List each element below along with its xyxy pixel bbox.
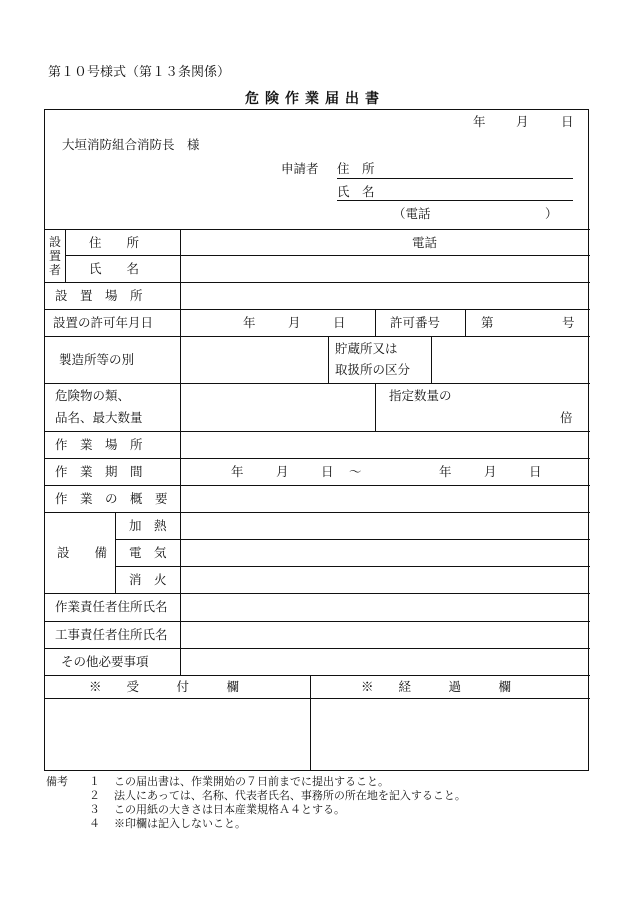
period-from-month: 月 (276, 464, 289, 479)
installer-name-label: 氏 名 (89, 261, 140, 276)
designated-quantity-label: 指定数量の (389, 388, 452, 403)
note-text: 法人にあっては、名称、代表者氏名、事務所の所在地を記入すること。 (114, 789, 466, 802)
work-supervisor-label: 作業責任者住所氏名 (55, 599, 168, 614)
note-number: １ (89, 775, 100, 788)
applicant-address-line (337, 178, 573, 179)
work-location-label: 作 業 場 所 (55, 437, 143, 452)
note-number: ４ (89, 817, 100, 830)
hazmat-label-1: 危険物の類、 (55, 388, 131, 403)
equipment-fire-label: 消 火 (129, 572, 167, 587)
storage-type-label-2: 取扱所の区分 (335, 362, 411, 377)
installer-address-label: 住 所 (89, 235, 140, 250)
reception-header: ※ 受 付 欄 (89, 679, 240, 694)
equipment-group-label: 設 備 (57, 545, 108, 560)
applicant-address-label: 住 所 (337, 161, 375, 176)
period-from-year: 年 (231, 464, 244, 479)
note-text: この用紙の大きさは日本産業規格Ａ４とする。 (114, 803, 345, 816)
date-month-label: 月 (516, 114, 529, 129)
storage-type-label-1: 貯蔵所又は (335, 341, 398, 356)
period-to-day: 日 (529, 464, 542, 479)
applicant-phone-open: （電話 (393, 206, 431, 221)
applicant-label: 申請者 (281, 161, 319, 176)
date-day-label: 日 (561, 114, 574, 129)
note-number: ２ (89, 789, 100, 802)
note-text: ※印欄は記入しないこと。 (114, 817, 246, 830)
addressee: 大垣消防組合消防長 様 (62, 137, 200, 152)
equipment-electric-label: 電 気 (129, 545, 167, 560)
applicant-name-line (337, 200, 573, 201)
facility-type-label: 製造所等の別 (59, 352, 135, 367)
permit-number-label: 許可番号 (390, 315, 441, 330)
note-text: この届出書は、作業開始の７日前までに提出すること。 (114, 775, 389, 788)
applicant-phone-close: ） (545, 206, 558, 221)
work-period-label: 作 業 期 間 (55, 464, 143, 479)
permit-year-label: 年 (243, 315, 256, 330)
work-summary-label: 作 業 の 概 要 (55, 491, 168, 506)
form-table (44, 109, 589, 771)
installer-group-label: 設置者 (49, 235, 62, 277)
install-location-label: 設 置 場 所 (55, 288, 143, 303)
hazmat-label-2: 品名、最大数量 (55, 410, 143, 425)
permit-number-prefix: 第 (481, 315, 494, 330)
date-year-label: 年 (473, 114, 486, 129)
page-title: 危険作業届出書 (245, 91, 385, 107)
other-items-label: その他必要事項 (61, 654, 149, 669)
construction-supervisor-label: 工事責任者住所氏名 (55, 627, 168, 642)
period-to-month: 月 (484, 464, 497, 479)
install-permit-date-label: 設置の許可年月日 (53, 315, 154, 330)
permit-number-suffix: 号 (562, 315, 575, 330)
form-number: 第１０号様式（第１３条関係） (48, 65, 231, 80)
notes-label: 備考 (46, 775, 68, 788)
permit-day-label: 日 (333, 315, 346, 330)
applicant-name-label: 氏 名 (337, 184, 375, 199)
multiple-unit-label: 倍 (560, 410, 573, 425)
period-separator: ～ (349, 464, 362, 479)
equipment-heating-label: 加 熱 (129, 518, 167, 533)
period-to-year: 年 (439, 464, 452, 479)
note-number: ３ (89, 803, 100, 816)
installer-phone-label: 電話 (412, 235, 438, 250)
permit-month-label: 月 (288, 315, 301, 330)
progress-header: ※ 経 過 欄 (361, 679, 512, 694)
period-from-day: 日 (321, 464, 334, 479)
